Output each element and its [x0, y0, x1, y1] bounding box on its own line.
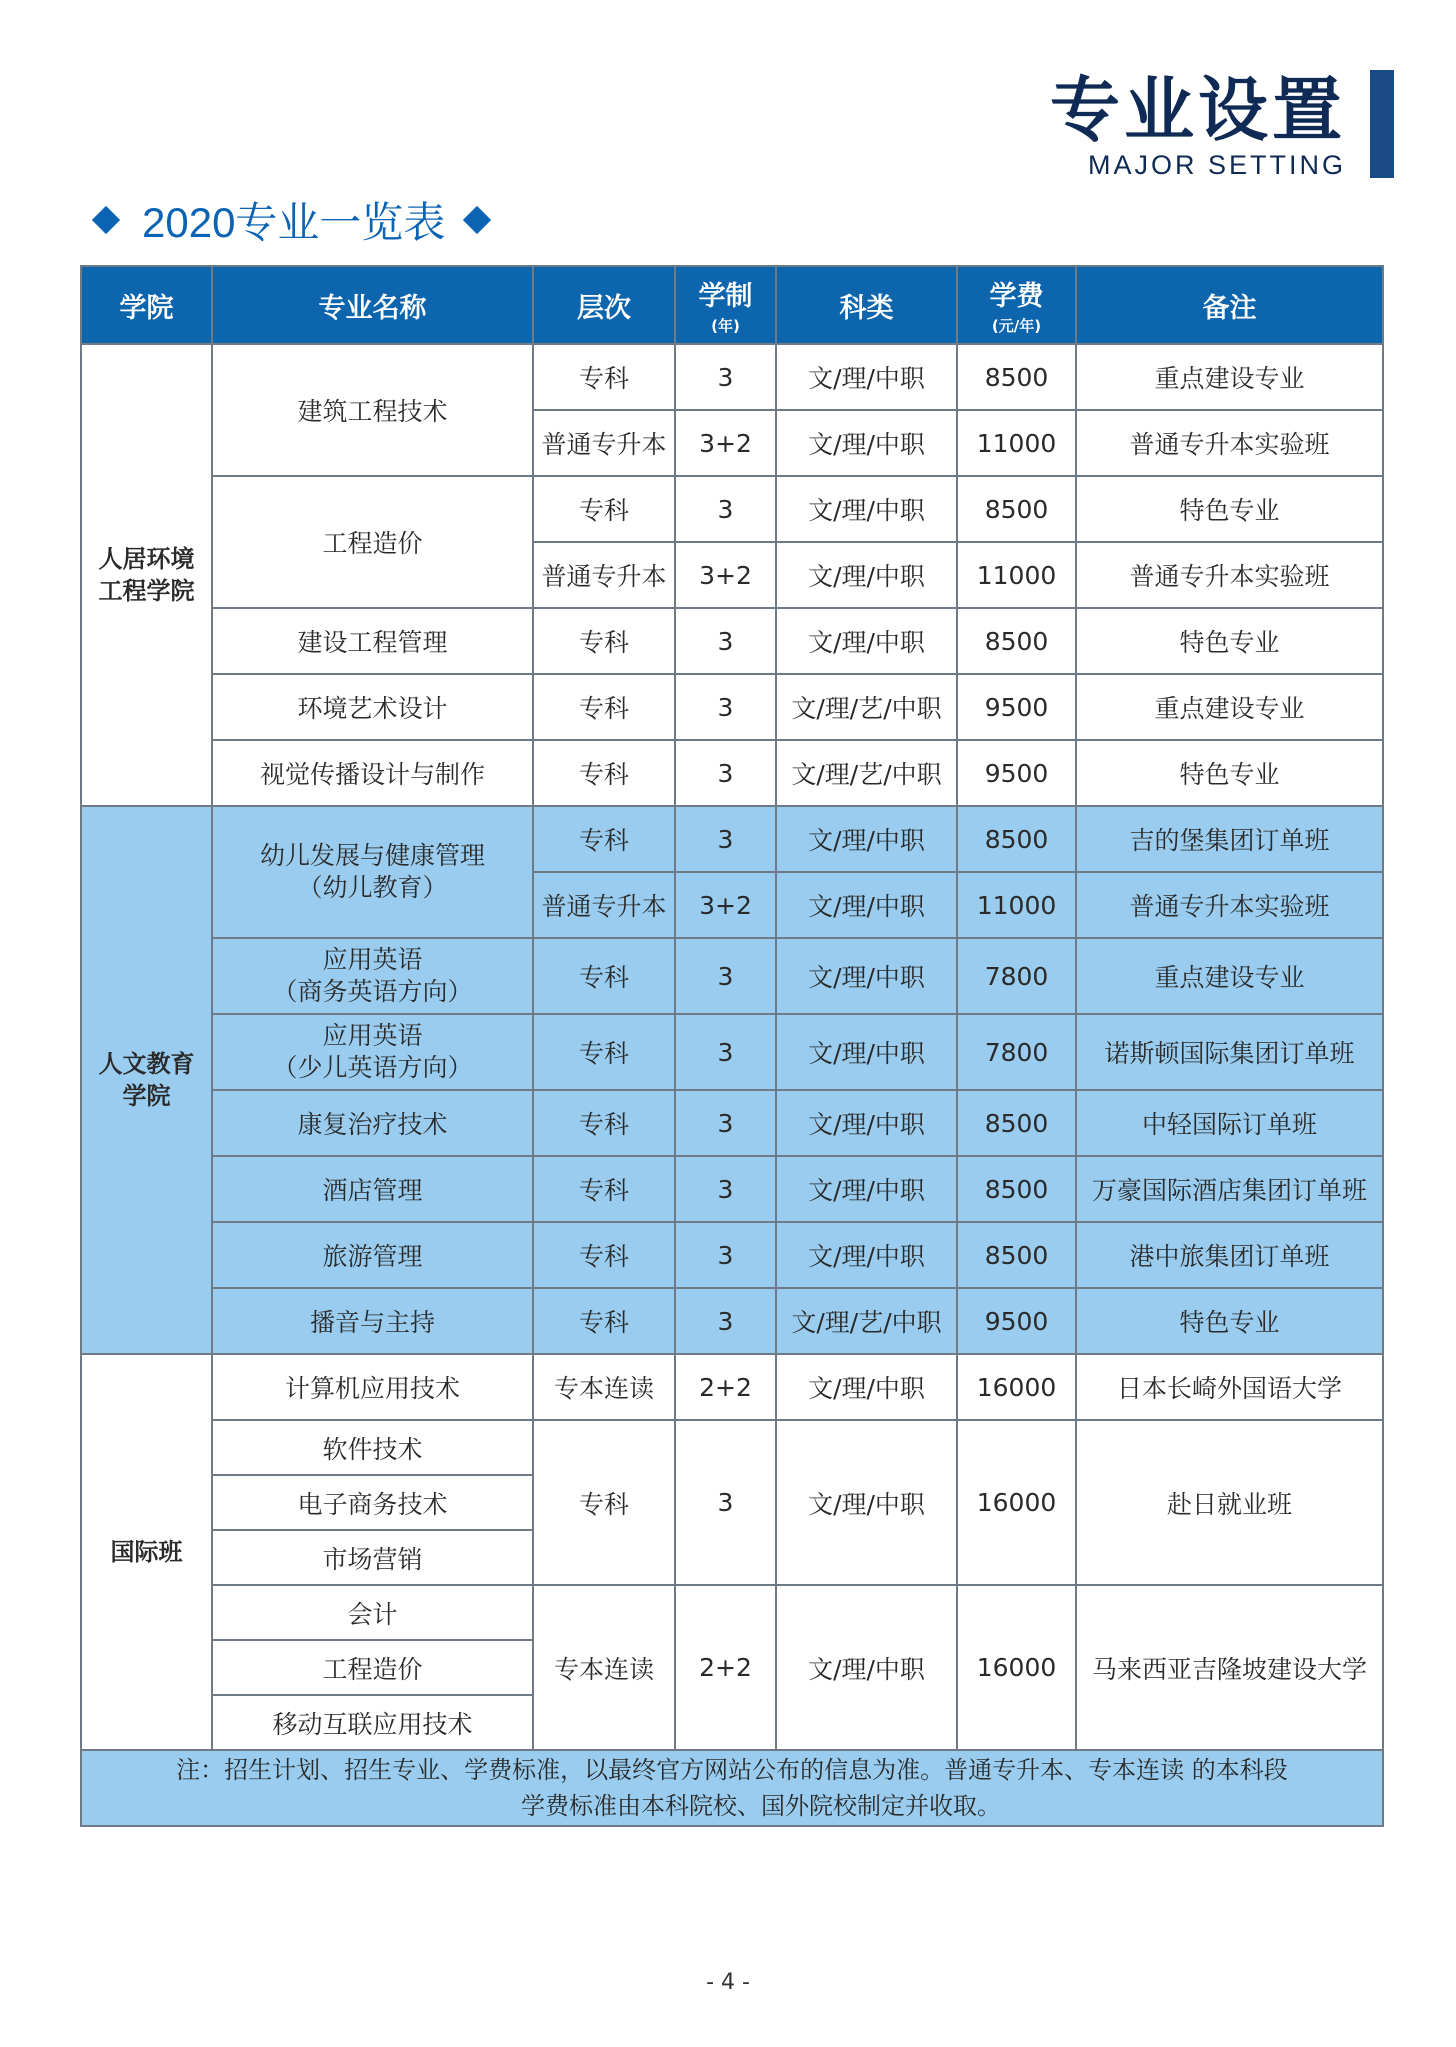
remark-cell: 重点建设专业: [1076, 344, 1383, 410]
major-cell: 旅游管理: [212, 1222, 533, 1288]
remark-cell: 特色专业: [1076, 476, 1383, 542]
category-cell: 文/理/中职: [776, 872, 957, 938]
duration-cell: 3: [675, 1288, 776, 1354]
page-number: - 4 -: [706, 1970, 750, 1995]
duration-cell: 3: [675, 476, 776, 542]
major-cell: 电子商务技术: [212, 1475, 533, 1530]
level-cell: 专科: [533, 1156, 675, 1222]
duration-cell: 3: [675, 938, 776, 1014]
remark-cell: 赴日就业班: [1076, 1420, 1383, 1585]
note-cell: [81, 1750, 1383, 1826]
level-cell: 专科: [533, 1014, 675, 1090]
fee-cell: 9500: [957, 674, 1076, 740]
major-cell: 播音与主持: [212, 1288, 533, 1354]
note-line-2: 学费标准由本科院校、国外院校制定并收取。: [521, 1792, 1001, 1820]
duration-cell: 2+2: [675, 1354, 776, 1420]
remark-cell: 特色专业: [1076, 740, 1383, 806]
fee-cell: 9500: [957, 740, 1076, 806]
category-cell: 文/理/艺/中职: [776, 1288, 957, 1354]
level-cell: 专科: [533, 1090, 675, 1156]
major-cell: 移动互联应用技术: [212, 1695, 533, 1750]
level-cell: 普通专升本: [533, 410, 675, 476]
college-cell: 国际班: [81, 1354, 212, 1750]
major-cell: 建设工程管理: [212, 608, 533, 674]
level-cell: 专科: [533, 740, 675, 806]
college-cell: 人居环境 工程学院: [81, 344, 212, 806]
duration-cell: 3+2: [675, 542, 776, 608]
major-cell: 应用英语 （少儿英语方向）: [212, 1014, 533, 1090]
table-row: [81, 1156, 1383, 1222]
category-cell: 文/理/中职: [776, 1420, 957, 1585]
col-header-college: 学院: [81, 266, 212, 344]
fee-cell: 16000: [957, 1420, 1076, 1585]
category-cell: 文/理/中职: [776, 410, 957, 476]
level-cell: 专科: [533, 1420, 675, 1585]
majors-table: [80, 265, 1384, 1827]
diamond-icon: [463, 206, 491, 234]
level-cell: 专本连读: [533, 1354, 675, 1420]
fee-cell: 9500: [957, 1288, 1076, 1354]
category-cell: 文/理/中职: [776, 1222, 957, 1288]
major-cell: 环境艺术设计: [212, 674, 533, 740]
category-cell: 文/理/中职: [776, 542, 957, 608]
section-title: 2020专业一览表: [142, 199, 446, 246]
major-cell: 应用英语 （商务英语方向）: [212, 938, 533, 1014]
remark-cell: 特色专业: [1076, 608, 1383, 674]
table-header-row: [81, 266, 1383, 344]
fee-cell: 16000: [957, 1354, 1076, 1420]
col-header-fee-unit: (元/年): [991, 317, 1042, 335]
level-cell: 普通专升本: [533, 542, 675, 608]
remark-cell: 港中旅集团订单班: [1076, 1222, 1383, 1288]
diamond-icon: [92, 206, 120, 234]
col-header-duration-unit: (年): [711, 317, 740, 335]
category-cell: 文/理/中职: [776, 608, 957, 674]
level-cell: 专科: [533, 806, 675, 872]
duration-cell: 3: [675, 740, 776, 806]
fee-cell: 11000: [957, 542, 1076, 608]
duration-cell: 3: [675, 1420, 776, 1585]
header-subtitle: MAJOR SETTING: [1087, 150, 1346, 180]
fee-cell: 11000: [957, 410, 1076, 476]
category-cell: 文/理/中职: [776, 344, 957, 410]
col-header-fee: [957, 266, 1076, 344]
remark-cell: 万豪国际酒店集团订单班: [1076, 1156, 1383, 1222]
duration-cell: 2+2: [675, 1585, 776, 1750]
major-cell: 酒店管理: [212, 1156, 533, 1222]
level-cell: 专科: [533, 476, 675, 542]
remark-cell: 普通专升本实验班: [1076, 872, 1383, 938]
section-heading: [88, 190, 505, 250]
remark-cell: 重点建设专业: [1076, 938, 1383, 1014]
category-cell: 文/理/中职: [776, 1014, 957, 1090]
major-cell: 工程造价: [212, 476, 533, 608]
major-cell: 工程造价: [212, 1640, 533, 1695]
table-row: [81, 806, 1383, 872]
level-cell: 专科: [533, 1288, 675, 1354]
col-header-category: 科类: [776, 266, 957, 344]
remark-cell: 诺斯顿国际集团订单班: [1076, 1014, 1383, 1090]
table-row: [81, 1014, 1383, 1090]
level-cell: 专本连读: [533, 1585, 675, 1750]
fee-cell: 16000: [957, 1585, 1076, 1750]
remark-cell: 中轻国际订单班: [1076, 1090, 1383, 1156]
duration-cell: 3: [675, 1014, 776, 1090]
col-header-fee-label: 学费: [989, 281, 1044, 312]
college-cell: 人文教育 学院: [81, 806, 212, 1354]
category-cell: 文/理/中职: [776, 1090, 957, 1156]
remark-cell: 马来西亚吉隆坡建设大学: [1076, 1585, 1383, 1750]
major-cell: 建筑工程技术: [212, 344, 533, 476]
fee-cell: 8500: [957, 476, 1076, 542]
table-row: [81, 938, 1383, 1014]
major-cell: 会计: [212, 1585, 533, 1640]
header-title: 专业设置: [1050, 69, 1346, 151]
level-cell: 专科: [533, 1222, 675, 1288]
table-row: [81, 1420, 1383, 1475]
fee-cell: 8500: [957, 806, 1076, 872]
level-cell: 普通专升本: [533, 872, 675, 938]
remark-cell: 特色专业: [1076, 1288, 1383, 1354]
duration-cell: 3+2: [675, 410, 776, 476]
col-header-duration-label: 学制: [698, 281, 753, 312]
table-row: [81, 1585, 1383, 1640]
category-cell: 文/理/中职: [776, 938, 957, 1014]
remark-cell: 日本长崎外国语大学: [1076, 1354, 1383, 1420]
table-row: [81, 1288, 1383, 1354]
duration-cell: 3: [675, 1156, 776, 1222]
duration-cell: 3: [675, 608, 776, 674]
level-cell: 专科: [533, 674, 675, 740]
major-cell: 计算机应用技术: [212, 1354, 533, 1420]
major-cell: 市场营销: [212, 1530, 533, 1585]
category-cell: 文/理/中职: [776, 1585, 957, 1750]
category-cell: 文/理/中职: [776, 1156, 957, 1222]
major-cell: 软件技术: [212, 1420, 533, 1475]
col-header-duration: [675, 266, 776, 344]
fee-cell: 11000: [957, 872, 1076, 938]
col-header-level: 层次: [533, 266, 675, 344]
category-cell: 文/理/艺/中职: [776, 740, 957, 806]
note-row: [81, 1750, 1383, 1826]
level-cell: 专科: [533, 608, 675, 674]
remark-cell: 普通专升本实验班: [1076, 410, 1383, 476]
remark-cell: 普通专升本实验班: [1076, 542, 1383, 608]
level-cell: 专科: [533, 938, 675, 1014]
major-cell: 幼儿发展与健康管理 （幼儿教育）: [212, 806, 533, 938]
major-cell: 康复治疗技术: [212, 1090, 533, 1156]
fee-cell: 8500: [957, 1090, 1076, 1156]
remark-cell: 吉的堡集团订单班: [1076, 806, 1383, 872]
major-cell: 视觉传播设计与制作: [212, 740, 533, 806]
fee-cell: 8500: [957, 608, 1076, 674]
table-row: [81, 1354, 1383, 1420]
fee-cell: 7800: [957, 938, 1076, 1014]
page-header: [994, 66, 1394, 180]
duration-cell: 3: [675, 674, 776, 740]
level-cell: 专科: [533, 344, 675, 410]
fee-cell: 7800: [957, 1014, 1076, 1090]
header-accent-bar: [1370, 70, 1394, 178]
category-cell: 文/理/中职: [776, 806, 957, 872]
fee-cell: 8500: [957, 1156, 1076, 1222]
category-cell: 文/理/艺/中职: [776, 674, 957, 740]
duration-cell: 3+2: [675, 872, 776, 938]
col-header-major: 专业名称: [212, 266, 533, 344]
duration-cell: 3: [675, 806, 776, 872]
table-row: [81, 476, 1383, 542]
table-row: [81, 1090, 1383, 1156]
table-row: [81, 344, 1383, 410]
duration-cell: 3: [675, 344, 776, 410]
table-row: [81, 608, 1383, 674]
category-cell: 文/理/中职: [776, 1354, 957, 1420]
fee-cell: 8500: [957, 344, 1076, 410]
remark-cell: 重点建设专业: [1076, 674, 1383, 740]
table-row: [81, 674, 1383, 740]
duration-cell: 3: [675, 1090, 776, 1156]
table-row: [81, 1222, 1383, 1288]
category-cell: 文/理/中职: [776, 476, 957, 542]
table-row: [81, 740, 1383, 806]
duration-cell: 3: [675, 1222, 776, 1288]
col-header-remark: 备注: [1076, 266, 1383, 344]
fee-cell: 8500: [957, 1222, 1076, 1288]
note-line-1: 注：招生计划、招生专业、学费标准，以最终官方网站公布的信息为准。普通专升本、专本连读 的本科段: [176, 1756, 1288, 1784]
